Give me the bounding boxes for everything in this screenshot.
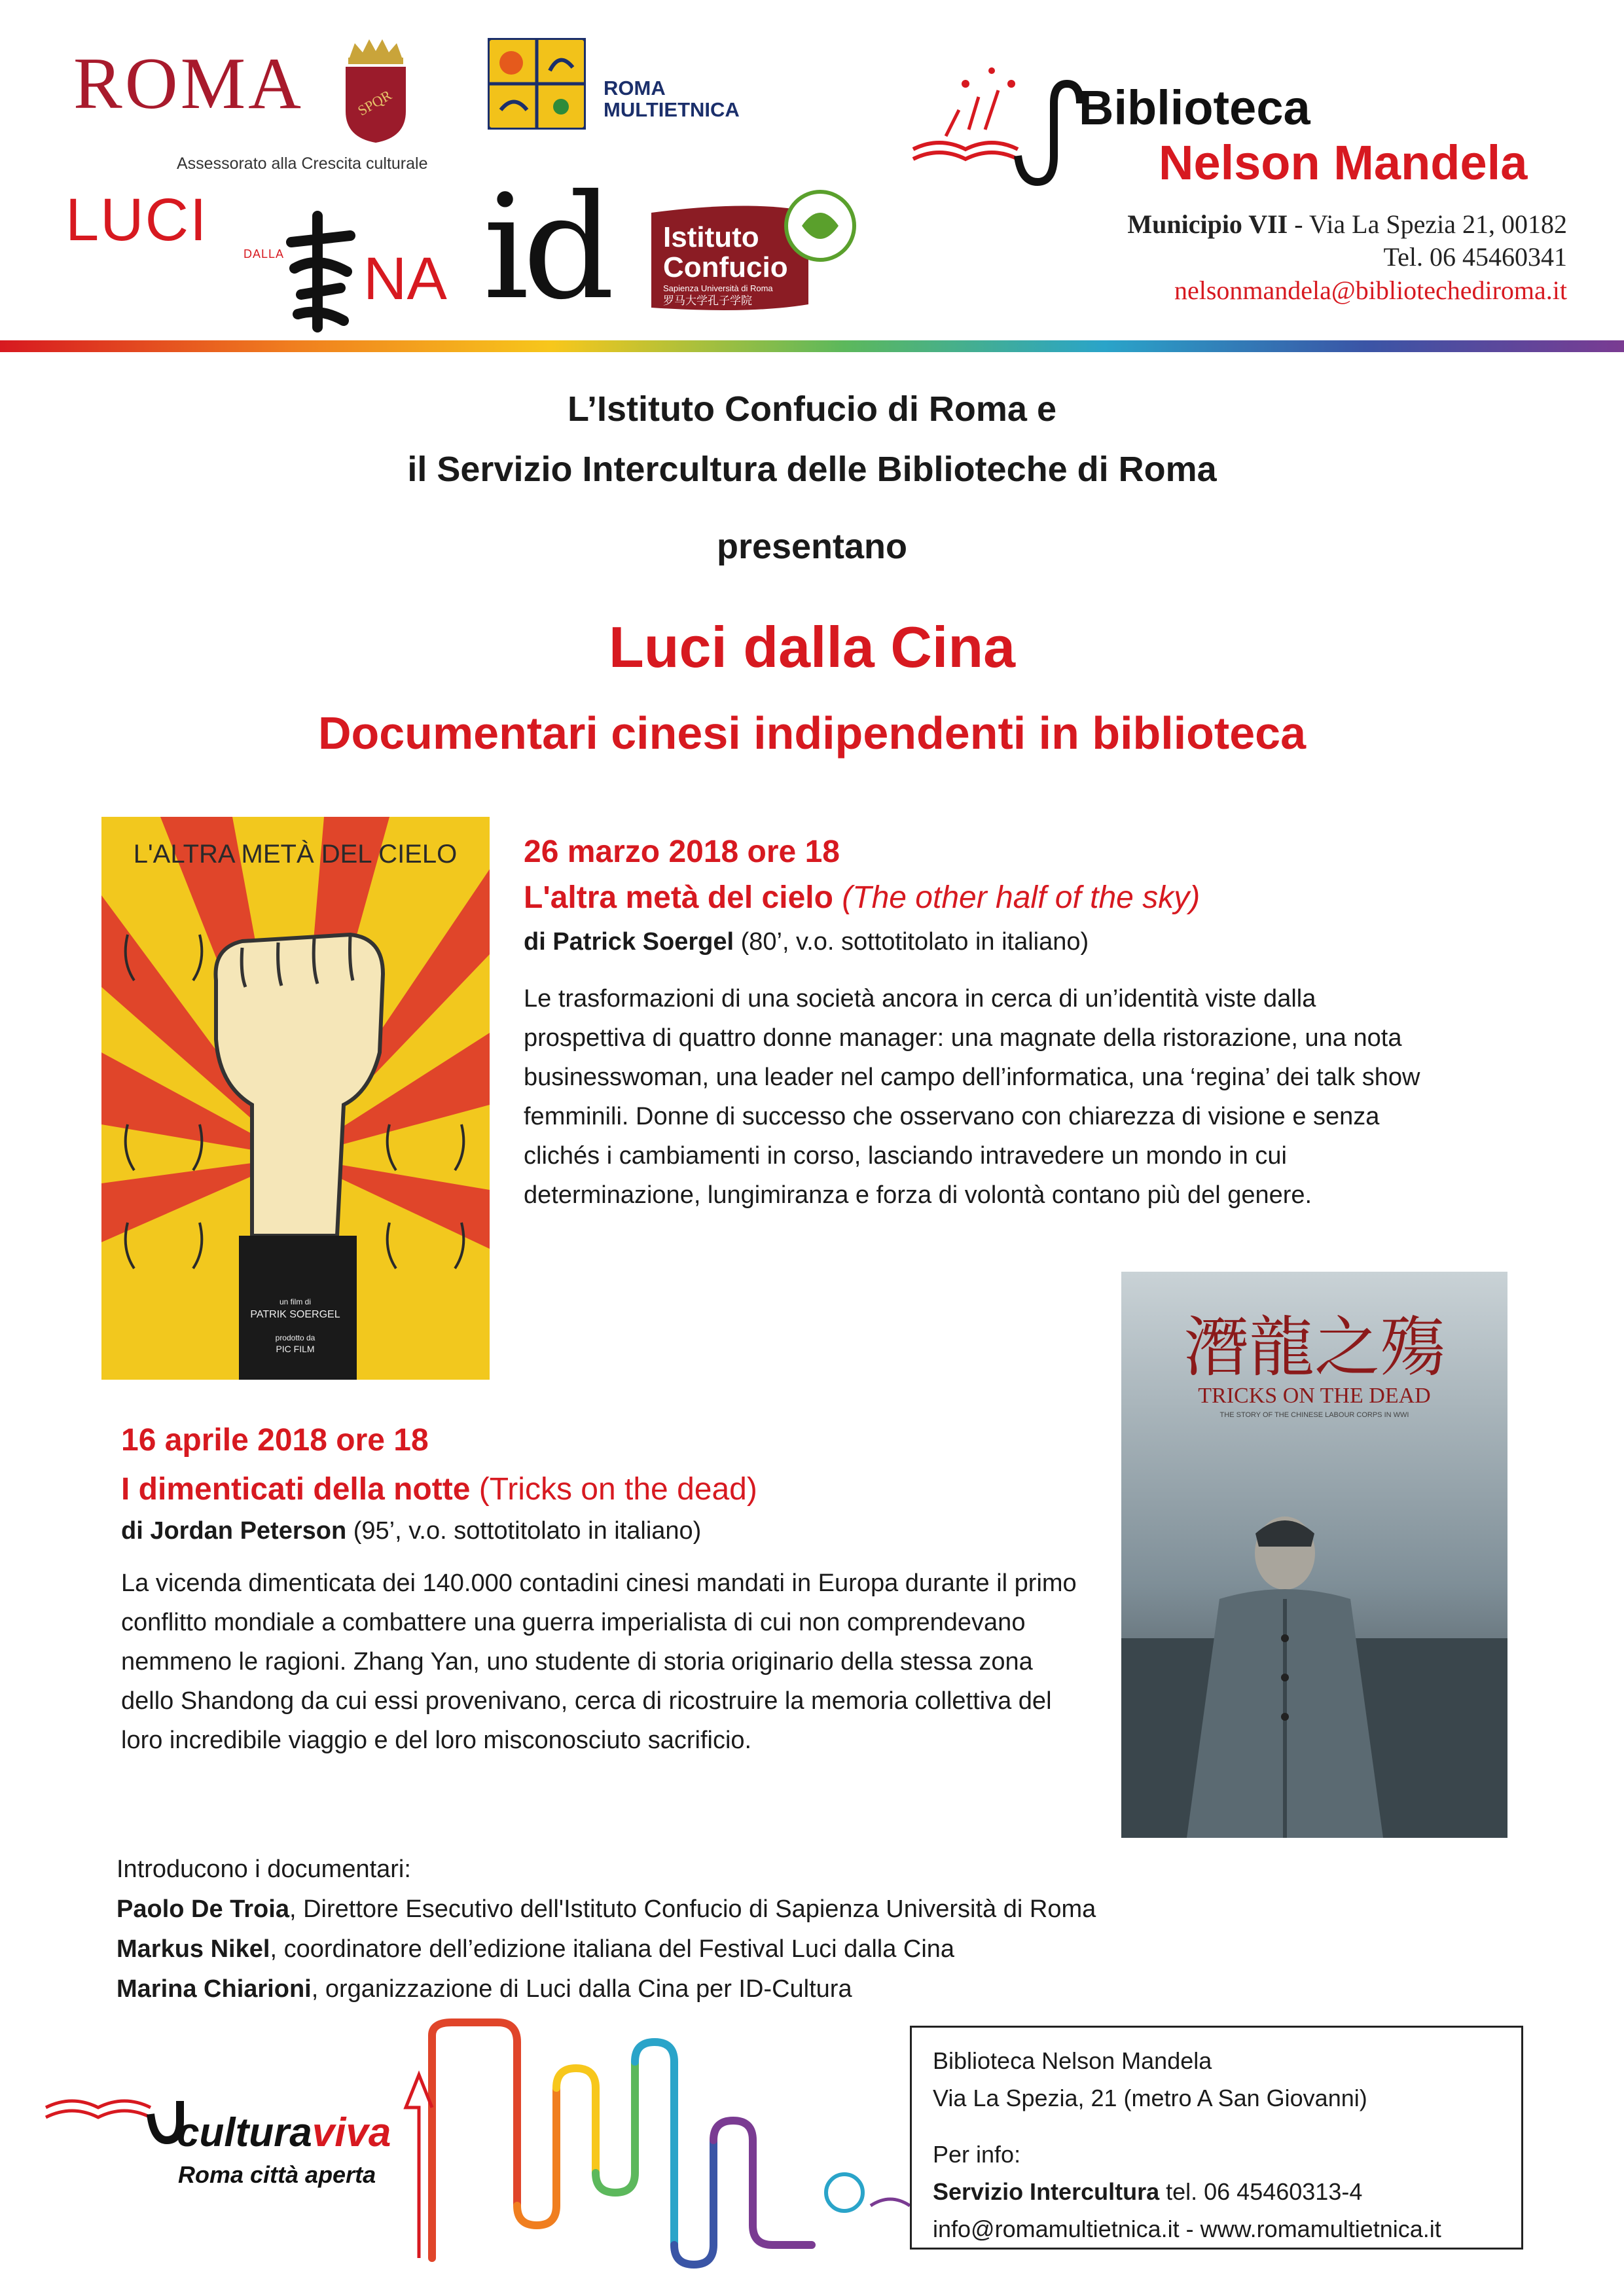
info-heading: Per info: (933, 2141, 1021, 2168)
svg-text:prodotto da: prodotto da (275, 1333, 316, 1342)
poster-tricks-on-the-dead (1121, 1272, 1507, 1838)
svg-text:PIC FILM: PIC FILM (276, 1344, 315, 1354)
event-1-description: Le trasformazioni di una società ancora in cerca di un’identità viste dalla prospettiva di quattro donne manager: una magnate della ristorazione, una nota businesswoman, una leader nel campo dell’informatica, una ‘regina’ dei talk show femminili. Donne di successo che osservano con chiarezza di visione e senza clichés i cambiamenti in corso, lasciando intravedere un mondo in cui determinazione, lungimiranza e forza di volontà contano più del genere. (524, 985, 1420, 1209)
page-subtitle: Documentari cinesi indipendenti in biblioteca (317, 708, 1307, 759)
event-2-date: 16 aprile 2018 ore 18 (121, 1423, 429, 1458)
contact-phone: Tel. 06 45460341 (1383, 242, 1567, 272)
svg-text:TRICKS ON THE DEAD: TRICKS ON THE DEAD (1198, 1384, 1431, 1408)
svg-text:THE STORY OF THE CHINESE LABOU: THE STORY OF THE CHINESE LABOUR CORPS IN WWI (1219, 1411, 1409, 1419)
culturaviva-subtitle: Roma città aperta (178, 2161, 376, 2188)
info-service: Servizio Intercultura tel. 06 45460313-4 (933, 2178, 1363, 2205)
luci-dalla-label: DALLA (244, 247, 285, 260)
roma-multietnica-icon (488, 38, 586, 130)
event-1-title: L'altra metà del cielo (The other half of the sky) (524, 880, 1200, 915)
speakers-heading: Introducono i documentari: (117, 1856, 411, 1883)
svg-text:Istituto: Istituto (663, 221, 759, 253)
culturaviva-logo: culturaviva (177, 2110, 391, 2155)
speaker-2: Markus Nikel, coordinatore dell’edizione italiana del Festival Luci dalla Cina (117, 1935, 955, 1963)
poster-altra-meta-del-cielo (101, 817, 490, 1380)
roma-crest-icon (340, 39, 411, 144)
event-1-date: 26 marzo 2018 ore 18 (524, 834, 840, 869)
assessorato-label: Assessorato alla Crescita culturale (177, 154, 428, 173)
svg-text:潛龍之殤: 潛龍之殤 (1183, 1309, 1445, 1386)
event-1-director: di Patrick Soergel (80’, v.o. sottotitolato in italiano) (524, 928, 1089, 956)
svg-text:PATRIK SOERGEL: PATRIK SOERGEL (250, 1309, 340, 1320)
istituto-confucio-logo (645, 187, 861, 317)
intro-line-2: il Servizio Intercultura delle Biblioteche di Roma (407, 450, 1217, 489)
intro-line-1: L’Istituto Confucio di Roma e (568, 389, 1056, 429)
svg-text:罗马大学孔子学院: 罗马大学孔子学院 (663, 295, 752, 308)
event-2-title: I dimenticati della notte (Tricks on the dead) (121, 1472, 757, 1507)
chinese-brush-icon (278, 196, 363, 334)
info-address: Via La Spezia, 21 (metro A San Giovanni) (933, 2085, 1367, 2111)
biblioteca-book-icon (907, 31, 1083, 188)
contact-address: Municipio VII - Via La Spezia 21, 00182 (1127, 209, 1567, 239)
info-web[interactable]: info@romamultietnica.it - www.romamultietnica.it (933, 2215, 1441, 2242)
luci-cina-word: NA (363, 245, 447, 312)
svg-text:un film di: un film di (279, 1297, 312, 1306)
biblioteca-title: Biblioteca (1079, 81, 1310, 135)
rainbow-divider (0, 340, 1624, 352)
svg-text:Confucio: Confucio (663, 251, 788, 283)
roma-logo: ROMA (73, 43, 304, 124)
contact-email[interactable]: nelsonmandela@bibliotechediroma.it (1174, 276, 1567, 305)
biblioteca-name: Nelson Mandela (1159, 135, 1528, 190)
event-2-description: La vicenda dimenticata dei 140.000 contadini cinesi mandati in Europa durante il primo conflitto mondiale a combattere una guerra imperialista di cui non comprendevano nemmeno le ragioni. Zhang Yan, uno studente di storia originario della stessa zona dello Shandong da cui essi provenivano, cerca di ricostruire la memoria collettiva del loro incredibile viaggio e del loro misconosciuto sacrificio. (121, 1570, 1077, 1754)
page-title: Luci dalla Cina (608, 615, 1016, 679)
roma-multietnica-logo-text: ROMA MULTIETNICA (604, 77, 740, 121)
speakers-block (117, 1850, 1096, 2009)
speaker-1: Paolo De Troia, Direttore Esecutivo dell'Istituto Confucio di Sapienza Università di Roma (117, 1895, 1096, 1923)
info-library: Biblioteca Nelson Mandela (933, 2047, 1212, 2074)
intro-line-3: presentano (716, 527, 908, 566)
luci-dalla-cina-logo: LUCI (65, 187, 208, 253)
svg-text:SPQR: SPQR (355, 86, 395, 119)
info-box (910, 2026, 1523, 2250)
event-2-director: di Jordan Peterson (95’, v.o. sottotitolato in italiano) (121, 1517, 702, 1545)
svg-text:L'ALTRA METÀ DEL CIELO: L'ALTRA METÀ DEL CIELO (133, 840, 458, 869)
speaker-3: Marina Chiarioni, organizzazione di Luci dalla Cina per ID-Cultura (117, 1975, 852, 2003)
id-cultura-logo: id (483, 164, 609, 331)
svg-text:Sapienza Università di Roma: Sapienza Università di Roma (663, 283, 773, 293)
culturaviva-icon (39, 2009, 936, 2271)
